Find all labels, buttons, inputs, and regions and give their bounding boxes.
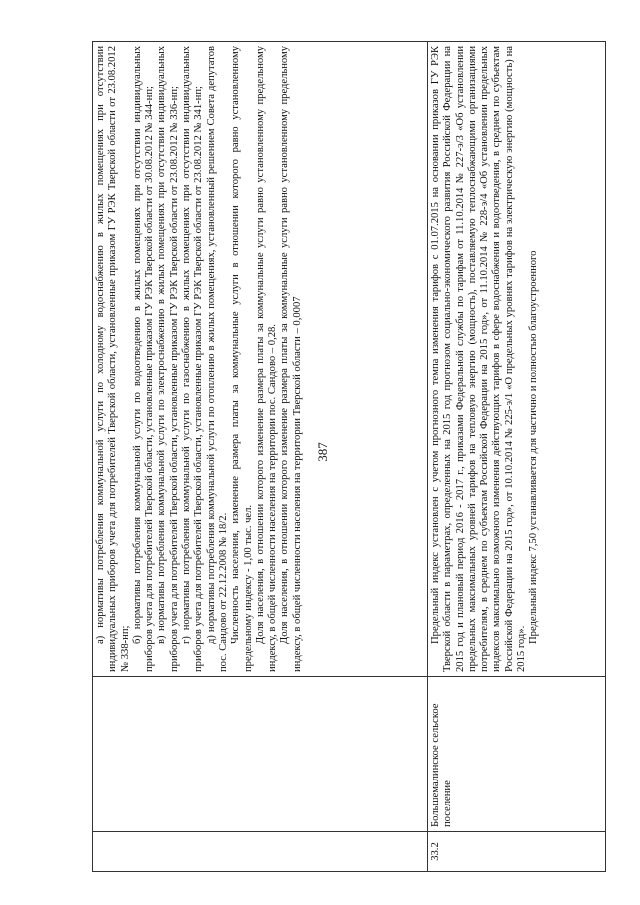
row-number (93, 832, 428, 872)
paragraph: д) нормативы потребления коммунальной услуги по отоплению в жилых помещениях, установленный решением Совета депутатов пос. Сандово от 22.12.2008 № 18/2. (205, 46, 229, 672)
rotated-table-container (92, 42, 606, 872)
paragraph: Численность населения, изменение размера платы за коммунальные услуги в отношении которого равно установленному предельному индексу - 1,00 тыс. чел. (230, 46, 254, 672)
municipality-name (93, 677, 428, 832)
paragraph: б) нормативы потребления коммунальной услуги по водоотведению в жилых помещениях при отсутствии индивидуальных приборов учета для потребителей Тверской области, установленные приказом ГУ РЭК Тверской области от 30.08.2012 № 344-нп; (131, 46, 156, 672)
paragraph: Предельный индекс 7,50 устанавливается для частично и полностью благоустроенного (528, 250, 540, 644)
table-row (428, 42, 606, 872)
municipality-name: Большемалинское сельское поселение (428, 677, 606, 832)
paragraph: а) нормативы потребления коммунальной услуги по холодному водоснабжению в жилых помещениях при отсутствии индивидуальных приборов учета для потребителей Тверской области, установленные приказом ГУ РЭК Тверской области от 23.08.2012 № 338-нп; (95, 46, 131, 672)
paragraph: в) нормативы потребления коммунальной услуги по электроснабжению в жилых помещениях при отсутствии индивидуальных приборов учета для потребителей Тверской области, установленные приказом ГУ РЭК Тверской области от 23.08.2012 № 336-нп; (156, 46, 180, 672)
page-number: 387 (315, 442, 330, 462)
row-number: 33.2 (428, 832, 606, 872)
paragraph: Предельный индекс установлен с учетом прогнозного темпа изменения тарифов с 01.07.2015 на основании приказов ГУ РЭК Тверской области в параметрах, определенных на 2015 год прогнозом социально-экономического развития Российской Федерации на 2015 год и плановый период 2016 - 2017 г., приказами Федеральной службы по тарифам от 11.10.2014 № 227-э/3 «Об установлении предельных максимальных уровней тарифов на тепловую энергию (мощность), поставляемую теплоснабжающими организациями потребителям, в среднем по субъектам Российской Федерации на 2015 год», от 11.10.2014 № 228-э/4 «Об установлении предельных индексов максимально возможного изменения действующих тарифов в сфере водоснабжения и водоотведения, в среднем по субъектам Российской Федерации на 2015 год», от 10.10.2014 № 225-э/1 «О предельных уровнях тарифов на электрическую энергию (мощность) на 2015 год». (430, 46, 528, 672)
paragraph: Доля населения, в отношении которого изменение размера платы за коммунальные услуги равно установленному предельному индексу, в общей численности населения на территории Тверской области – 0,0007 (279, 46, 303, 672)
paragraph: г) нормативы потребления коммунальной услуги по газоснабжению в жилых помещениях при отсутствии индивидуальных приборов учета для потребителей Тверской области, установленные приказом ГУ РЭК Тверской области от 23.08.2012 № 341-нп; (181, 46, 205, 672)
row-description (93, 42, 428, 677)
row-description (428, 42, 606, 677)
table-row (93, 42, 428, 872)
tariff-table (92, 41, 606, 872)
paragraph: Доля населения, в отношении которого изменение размера платы за коммунальные услуги равно установленному предельному индексу, в общей численности населения на территории пос. Сандово – 0,28. (254, 46, 279, 672)
